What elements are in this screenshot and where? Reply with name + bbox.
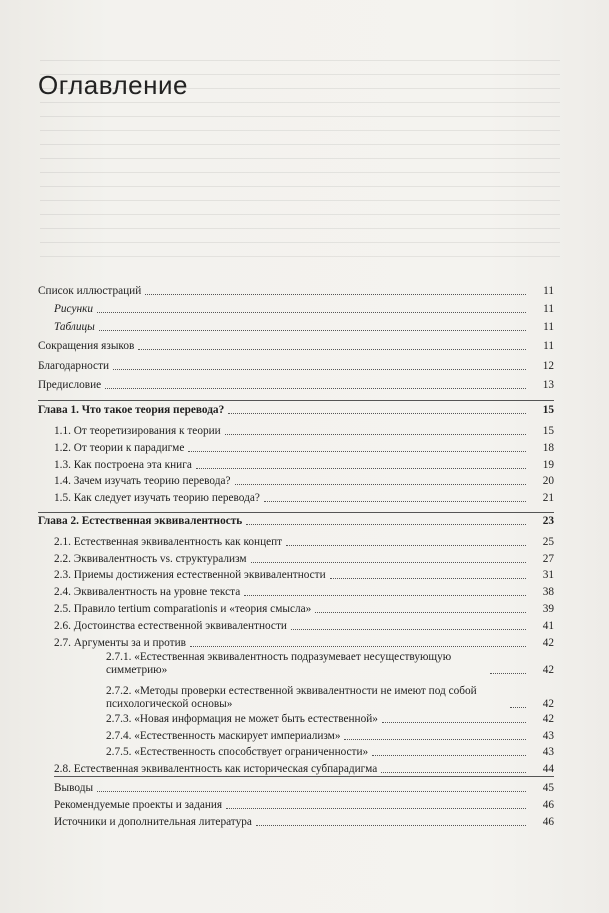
toc-entry: Сокращения языков 11 <box>38 340 554 352</box>
divider <box>38 400 554 401</box>
toc-entry: 2.1. Естественная эквивалентность как концепт 25 <box>54 536 554 548</box>
toc-entry: Рекомендуемые проекты и задания 46 <box>54 799 554 811</box>
toc-subentry: 2.7.4. «Естественность маскирует империализм» 43 <box>106 730 554 742</box>
toc-entry: 1.3. Как построена эта книга 19 <box>54 459 554 471</box>
toc-entry: Предисловие 13 <box>38 379 554 391</box>
toc-entry: 2.4. Эквивалентность на уровне текста 38 <box>54 586 554 598</box>
toc-entry: 2.8. Естественная эквивалентность как историческая субпарадигма 44 <box>54 763 554 775</box>
toc-entry: 1.5. Как следует изучать теорию перевода? 21 <box>54 492 554 504</box>
toc-subentry: 2.7.2. «Методы проверки естественной эквивалентности не имеют под собой психологической основы» 42 <box>106 685 554 710</box>
toc-subentry: 2.7.3. «Новая информация не может быть естественной» 42 <box>106 713 554 725</box>
toc-chapter: Глава 1. Что такое теория перевода? 15 <box>38 404 554 416</box>
toc-entry: Выводы 45 <box>54 782 554 794</box>
toc-entry: Благодарности 12 <box>38 360 554 372</box>
divider <box>38 512 554 513</box>
toc-entry: 2.2. Эквивалентность vs. структурализм 27 <box>54 553 554 565</box>
toc-entry: 2.5. Правило tertium comparationis и «теория смысла» 39 <box>54 603 554 615</box>
toc-subentry: 2.7.5. «Естественность способствует ограниченности» 43 <box>106 746 554 758</box>
toc-chapter: Глава 2. Естественная эквивалентность 23 <box>38 515 554 527</box>
toc-entry: Источники и дополнительная литература 46 <box>54 816 554 828</box>
toc-entry: Таблицы 11 <box>54 321 554 333</box>
toc-entry: 1.4. Зачем изучать теорию перевода? 20 <box>54 475 554 487</box>
divider <box>54 776 554 777</box>
toc-entry: 1.2. От теории к парадигме 18 <box>54 442 554 454</box>
toc-entry: 2.3. Приемы достижения естественной эквивалентности 31 <box>54 569 554 581</box>
toc-entry: 2.6. Достоинства естественной эквивалентности 41 <box>54 620 554 632</box>
toc-entry: Рисунки 11 <box>54 303 554 315</box>
toc-subentry: 2.7.1. «Естественная эквивалентность подразумевает несуществующую симметрию» 42 <box>106 651 554 676</box>
toc-entry: 1.1. От теоретизирования к теории 15 <box>54 425 554 437</box>
toc-entry: 2.7. Аргументы за и против 42 <box>54 637 554 649</box>
toc-entry: Список иллюстраций 11 <box>38 285 554 297</box>
page-title: Оглавление <box>38 70 188 100</box>
